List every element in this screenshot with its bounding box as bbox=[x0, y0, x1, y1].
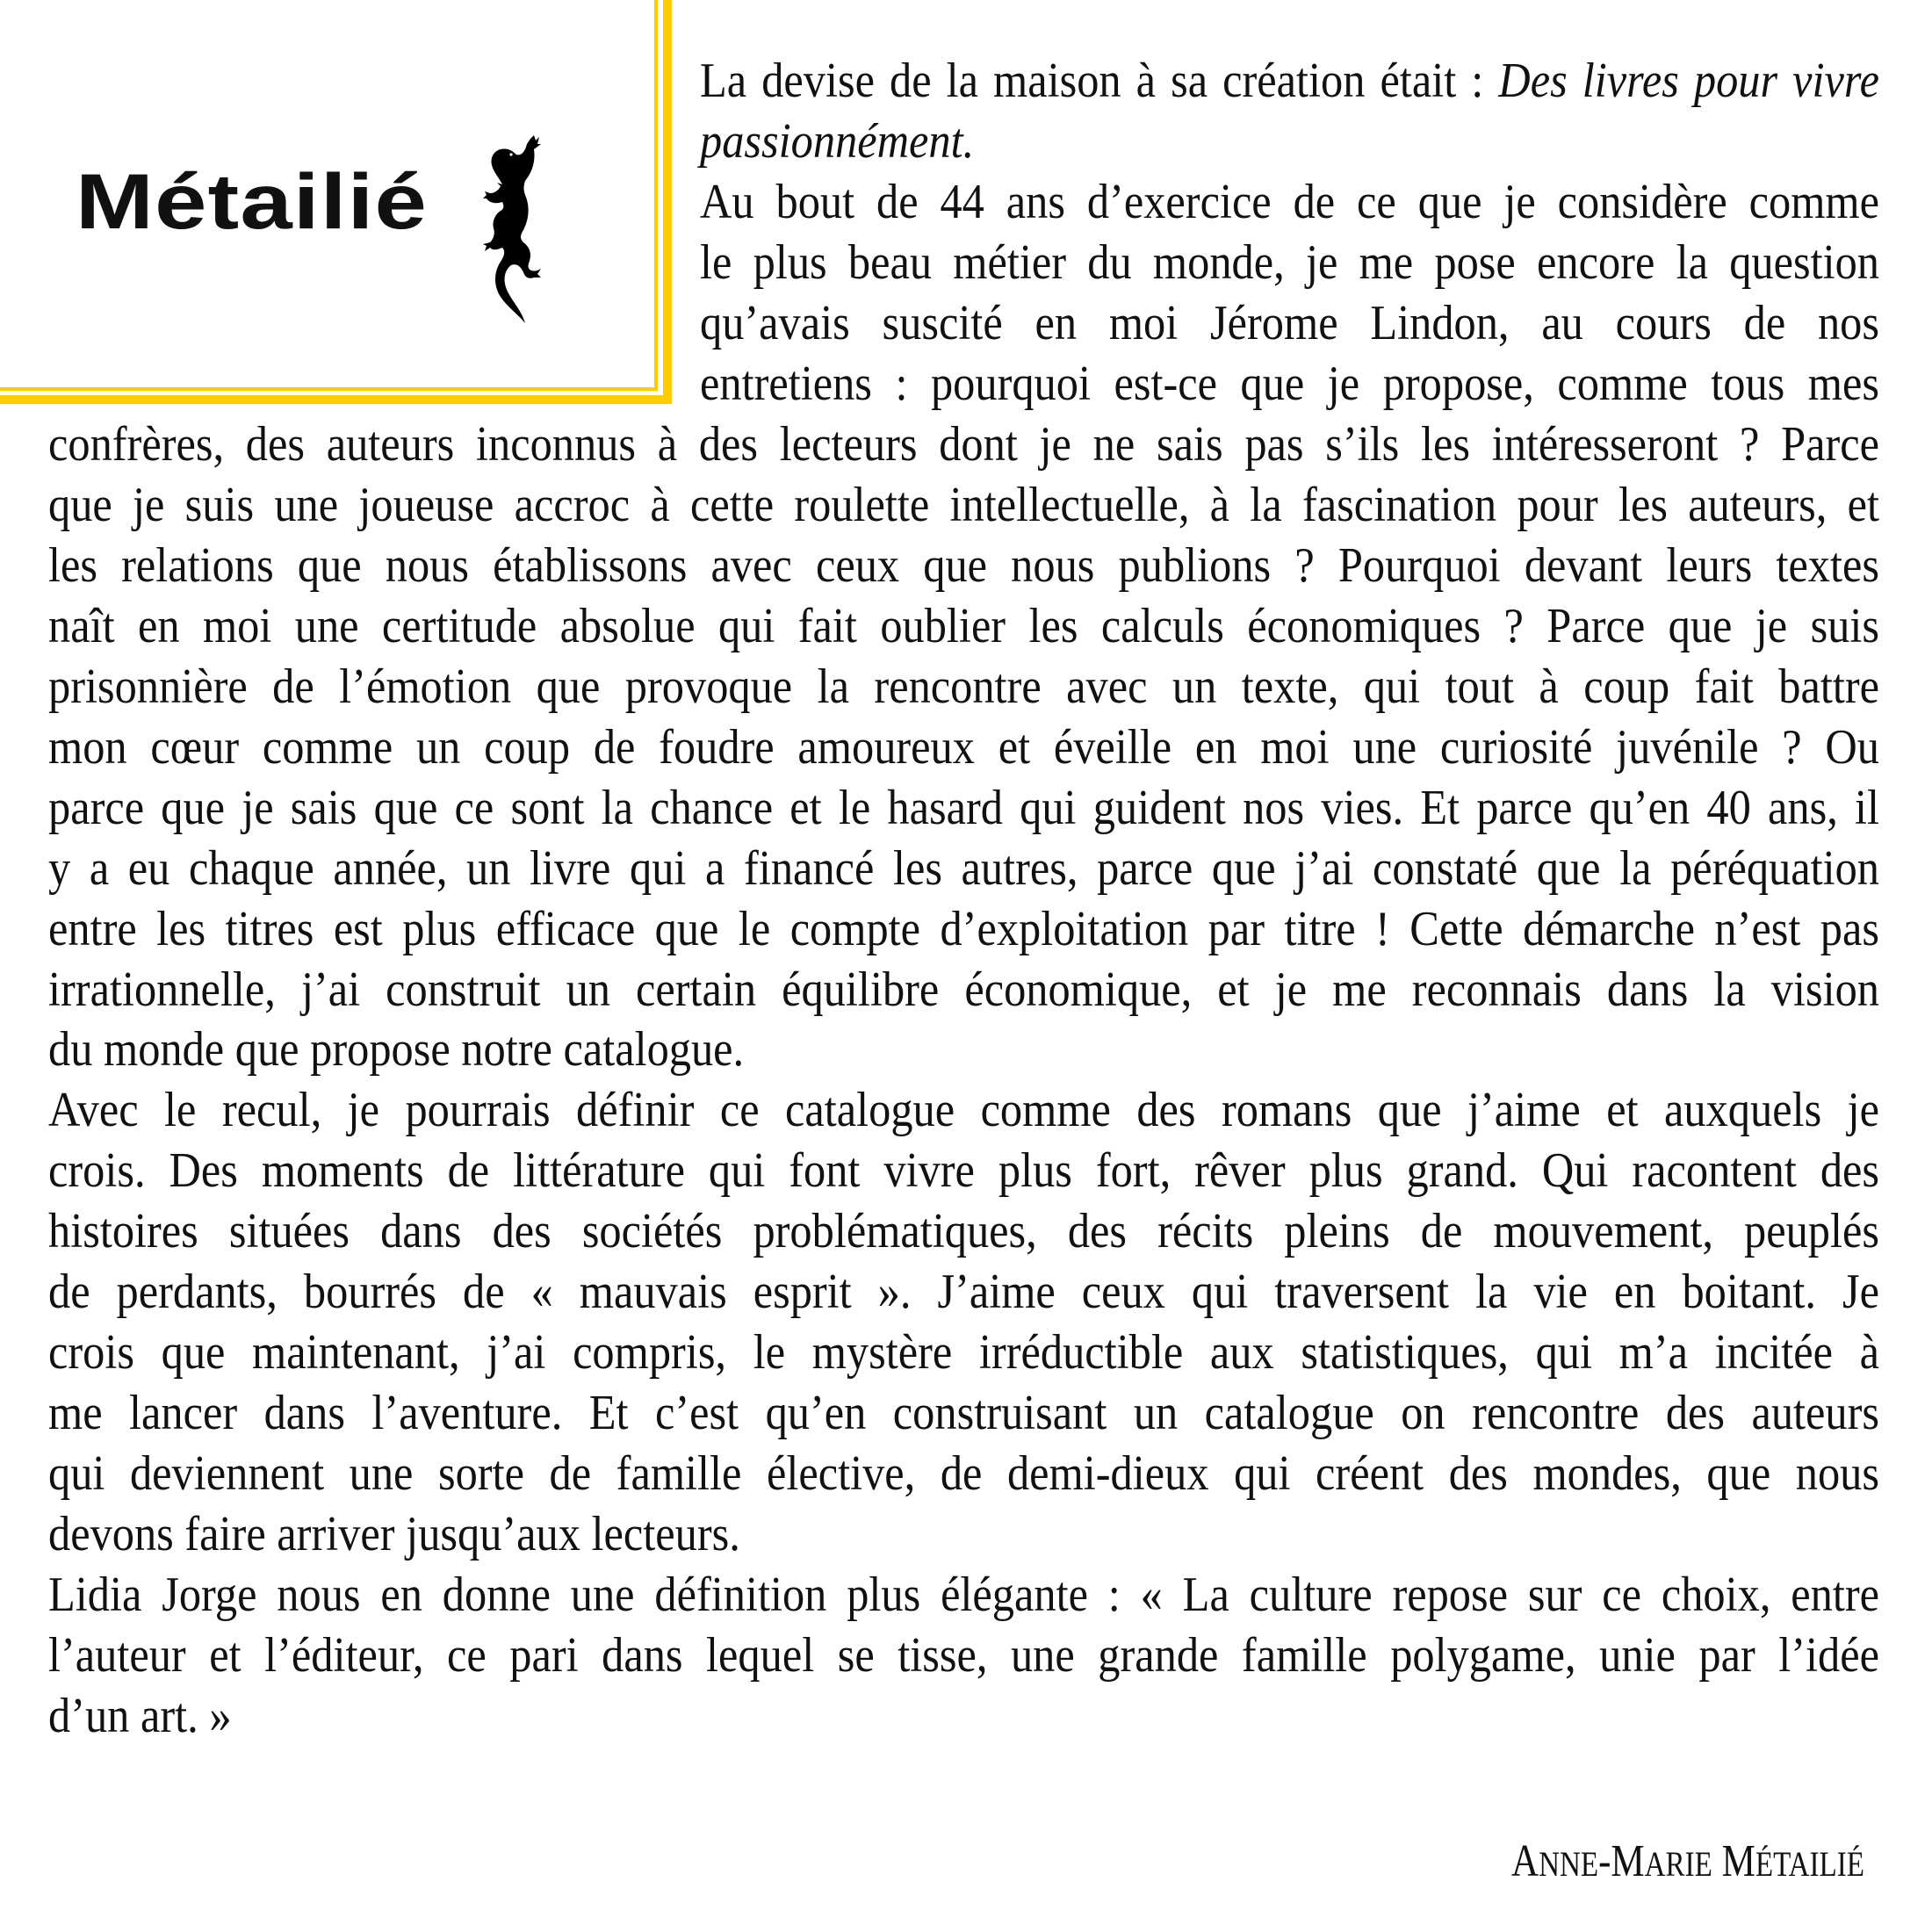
italic-text: passionnément. bbox=[700, 114, 975, 169]
text-line bbox=[48, 1325, 1879, 1381]
text-span: qu’avais suscité en moi Jérome Lindon, au cours de nos bbox=[700, 295, 1879, 350]
text-line bbox=[700, 295, 1879, 350]
logo-frame-outer-right-line bbox=[663, 0, 672, 404]
text-line bbox=[48, 1204, 1879, 1259]
text-line bbox=[700, 54, 1879, 109]
text-span: les relations que nous établissons avec ceux que nous publions ? Pourquoi devant leurs textes bbox=[48, 537, 1879, 593]
text-line bbox=[48, 1083, 1879, 1138]
signature bbox=[1511, 1835, 1864, 1886]
text-span: entretiens : pourquoi est-ce que je propose, comme tous mes bbox=[700, 356, 1879, 411]
signature-part: ÉTAILIÉ bbox=[1755, 1843, 1864, 1884]
text-line bbox=[48, 1446, 1879, 1502]
text-line bbox=[48, 962, 1879, 1017]
logo-frame-outer-bottom-line bbox=[0, 395, 672, 404]
text-span: qui deviennent une sorte de famille élective, de demi-dieux qui créent des mondes, que nous bbox=[48, 1446, 1879, 1502]
text-span: histoires situées dans des sociétés problématiques, des récits pleins de mouvement, peuplés bbox=[48, 1204, 1879, 1259]
text-line bbox=[48, 1143, 1879, 1199]
text-line bbox=[700, 234, 1879, 290]
text-line bbox=[48, 1628, 1879, 1683]
text-line bbox=[48, 659, 1879, 714]
signature-part: NNE bbox=[1539, 1843, 1599, 1884]
text-line bbox=[48, 719, 1879, 775]
text-span: prisonnière de l’émotion que provoque la rencontre avec un texte, qui tout à coup fait battre bbox=[48, 659, 1879, 714]
text-span: que je suis une joueuse accroc à cette roulette intellectuelle, à la fascination pour les auteurs, et bbox=[48, 477, 1879, 532]
text-line bbox=[48, 598, 1879, 653]
text-span: Lidia Jorge nous en donne une définition plus élégante : « La culture repose sur ce choix, entre bbox=[48, 1568, 1879, 1623]
signature-part: ARIE bbox=[1644, 1843, 1712, 1884]
text-span: me lancer dans l’aventure. Et c’est qu’en construisant un catalogue on rencontre des auteurs bbox=[48, 1386, 1879, 1441]
text-span: confrères, des auteurs inconnus à des lecteurs dont je ne sais pas s’ils les intéresseront ? Parce bbox=[48, 416, 1879, 472]
text-line bbox=[48, 477, 1879, 532]
signature-part: M bbox=[1712, 1835, 1755, 1886]
italic-text: Des livres pour vivre bbox=[1498, 54, 1879, 109]
text-line bbox=[48, 537, 1879, 593]
text-span: crois. Des moments de littérature qui font vivre plus fort, rêver plus grand. Qui racontent des bbox=[48, 1143, 1879, 1199]
text-span: du monde que propose notre catalogue. bbox=[48, 1022, 745, 1078]
text-span: parce que je sais que ce sont la chance et le hasard qui guident nos vies. Et parce qu’en 40 ans, il bbox=[48, 780, 1879, 835]
text-span: La devise de la maison à sa création était : bbox=[700, 54, 1499, 109]
text-line bbox=[48, 1689, 232, 1744]
logo-frame-inner-right-line bbox=[654, 0, 658, 391]
text-span: y a eu chaque année, un livre qui a financé les autres, parce que j’ai constaté que la péréquation bbox=[48, 840, 1879, 896]
text-span: de perdants, bourrés de « mauvais esprit ». J’aime ceux qui traversent la vie en boitant. Je bbox=[48, 1265, 1879, 1320]
text-line bbox=[48, 1507, 740, 1562]
text-span: mon cœur comme un coup de foudre amoureux et éveille en moi une curiosité juvénile ? Ou bbox=[48, 719, 1879, 775]
text-span: devons faire arriver jusqu’aux lecteurs. bbox=[48, 1507, 740, 1562]
signature-part: A bbox=[1511, 1835, 1539, 1886]
text-line bbox=[700, 114, 975, 169]
text-line bbox=[48, 1265, 1879, 1320]
text-span: Avec le recul, je pourrais définir ce catalogue comme des romans que j’aime et auxquels je bbox=[48, 1083, 1879, 1138]
text-span: naît en moi une certitude absolue qui fait oublier les calculs économiques ? Parce que je suis bbox=[48, 598, 1879, 653]
text-line bbox=[700, 356, 1879, 411]
text-span: Au bout de 44 ans d’exercice de ce que je considère comme bbox=[700, 175, 1879, 230]
text-line bbox=[48, 840, 1879, 896]
text-span: entre les titres est plus efficace que le compte d’exploitation par titre ! Cette démarche n’est pas bbox=[48, 901, 1879, 956]
text-span: l’auteur et l’éditeur, ce pari dans lequel se tisse, une grande famille polygame, unie par l’idée bbox=[48, 1628, 1879, 1683]
signature-part: -M bbox=[1598, 1835, 1645, 1886]
text-line bbox=[48, 1386, 1879, 1441]
text-line bbox=[48, 1568, 1879, 1623]
text-span: le plus beau métier du monde, je me pose encore la question bbox=[700, 234, 1879, 290]
text-line bbox=[700, 175, 1879, 230]
text-line bbox=[48, 416, 1879, 472]
text-span: d’un art. » bbox=[48, 1689, 232, 1744]
text-line bbox=[48, 901, 1879, 956]
logo-wordmark: Métailié bbox=[76, 157, 428, 245]
text-line bbox=[48, 780, 1879, 835]
logo-box bbox=[0, 0, 672, 404]
logo-frame-inner-bottom-line bbox=[0, 387, 658, 391]
lizard-icon bbox=[467, 132, 543, 327]
text-span: crois que maintenant, j’ai compris, le mystère irréductible aux statistiques, qui m’a incitée à bbox=[48, 1325, 1879, 1381]
text-span: irrationnelle, j’ai construit un certain équilibre économique, et je me reconnais dans la vision bbox=[48, 962, 1879, 1017]
text-line bbox=[48, 1022, 745, 1078]
